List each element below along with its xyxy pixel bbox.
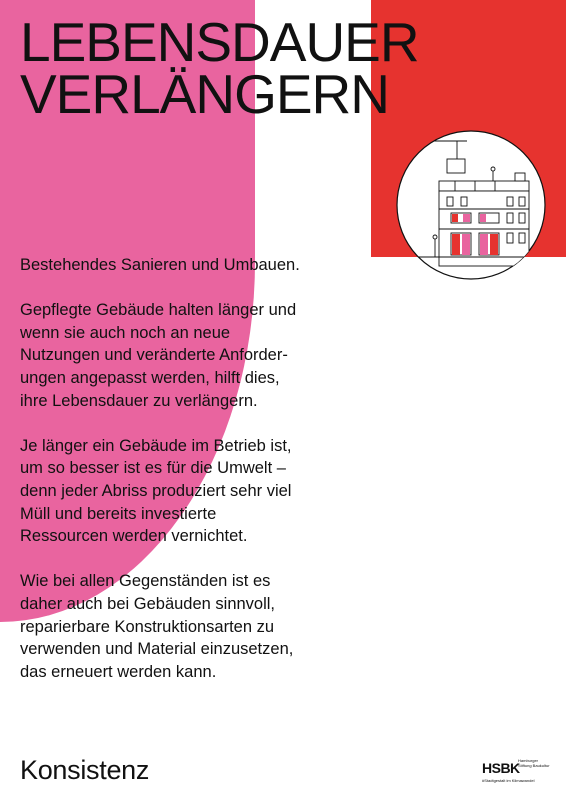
text-line: ungen angepasst werden, hilft dies, [20, 368, 280, 387]
body-text [20, 254, 380, 683]
paragraph-environment [20, 435, 380, 548]
lead-paragraph: Bestehendes Sanieren und Umbauen. [20, 256, 300, 274]
text-line: daher auch bei Gebäuden sinnvoll, [20, 594, 276, 613]
paragraph-maintenance [20, 299, 380, 412]
logo-organization-name: Hamburger Stiftung Baukultur [518, 758, 550, 768]
text-line: um so besser ist es für die Umwelt – [20, 459, 286, 478]
paragraph-repairable [20, 570, 380, 683]
logo-tagline: #Stadtgestalt im Klimawandel [482, 778, 535, 783]
text-line: denn jeder Abriss produziert sehr viel [20, 481, 292, 500]
text-line: reparierbare Konstruktionsarten zu [20, 617, 275, 636]
title-line-2: VERLÄNGERN [20, 63, 389, 125]
page-title [20, 11, 419, 125]
text-line: Je länger ein Gebäude im Betrieb ist, [20, 436, 292, 455]
building-renovation-illustration [395, 129, 547, 281]
text-line: Nutzungen und veränderte Anforder- [20, 346, 288, 365]
text-line: Müll und bereits investierte [20, 504, 217, 523]
text-line: wenn sie auch noch an neue [20, 323, 231, 342]
text-line: Ressourcen werden vernichtet. [20, 527, 248, 546]
text-line: verwenden und Material einzusetzen, [20, 640, 294, 659]
text-line: Wie bei allen Gegenständen ist es [20, 572, 271, 591]
text-line: Gepflegte Gebäude halten länger und [20, 301, 297, 320]
category-label: Konsistenz [20, 755, 150, 785]
logo-mark: HSBK [482, 760, 520, 776]
text-line: das erneuert werden kann. [20, 662, 217, 681]
title-line-1: LEBENSDAUER [20, 11, 419, 73]
hsbk-logo [482, 758, 552, 784]
text-line: ihre Lebensdauer zu verlängern. [20, 391, 258, 410]
